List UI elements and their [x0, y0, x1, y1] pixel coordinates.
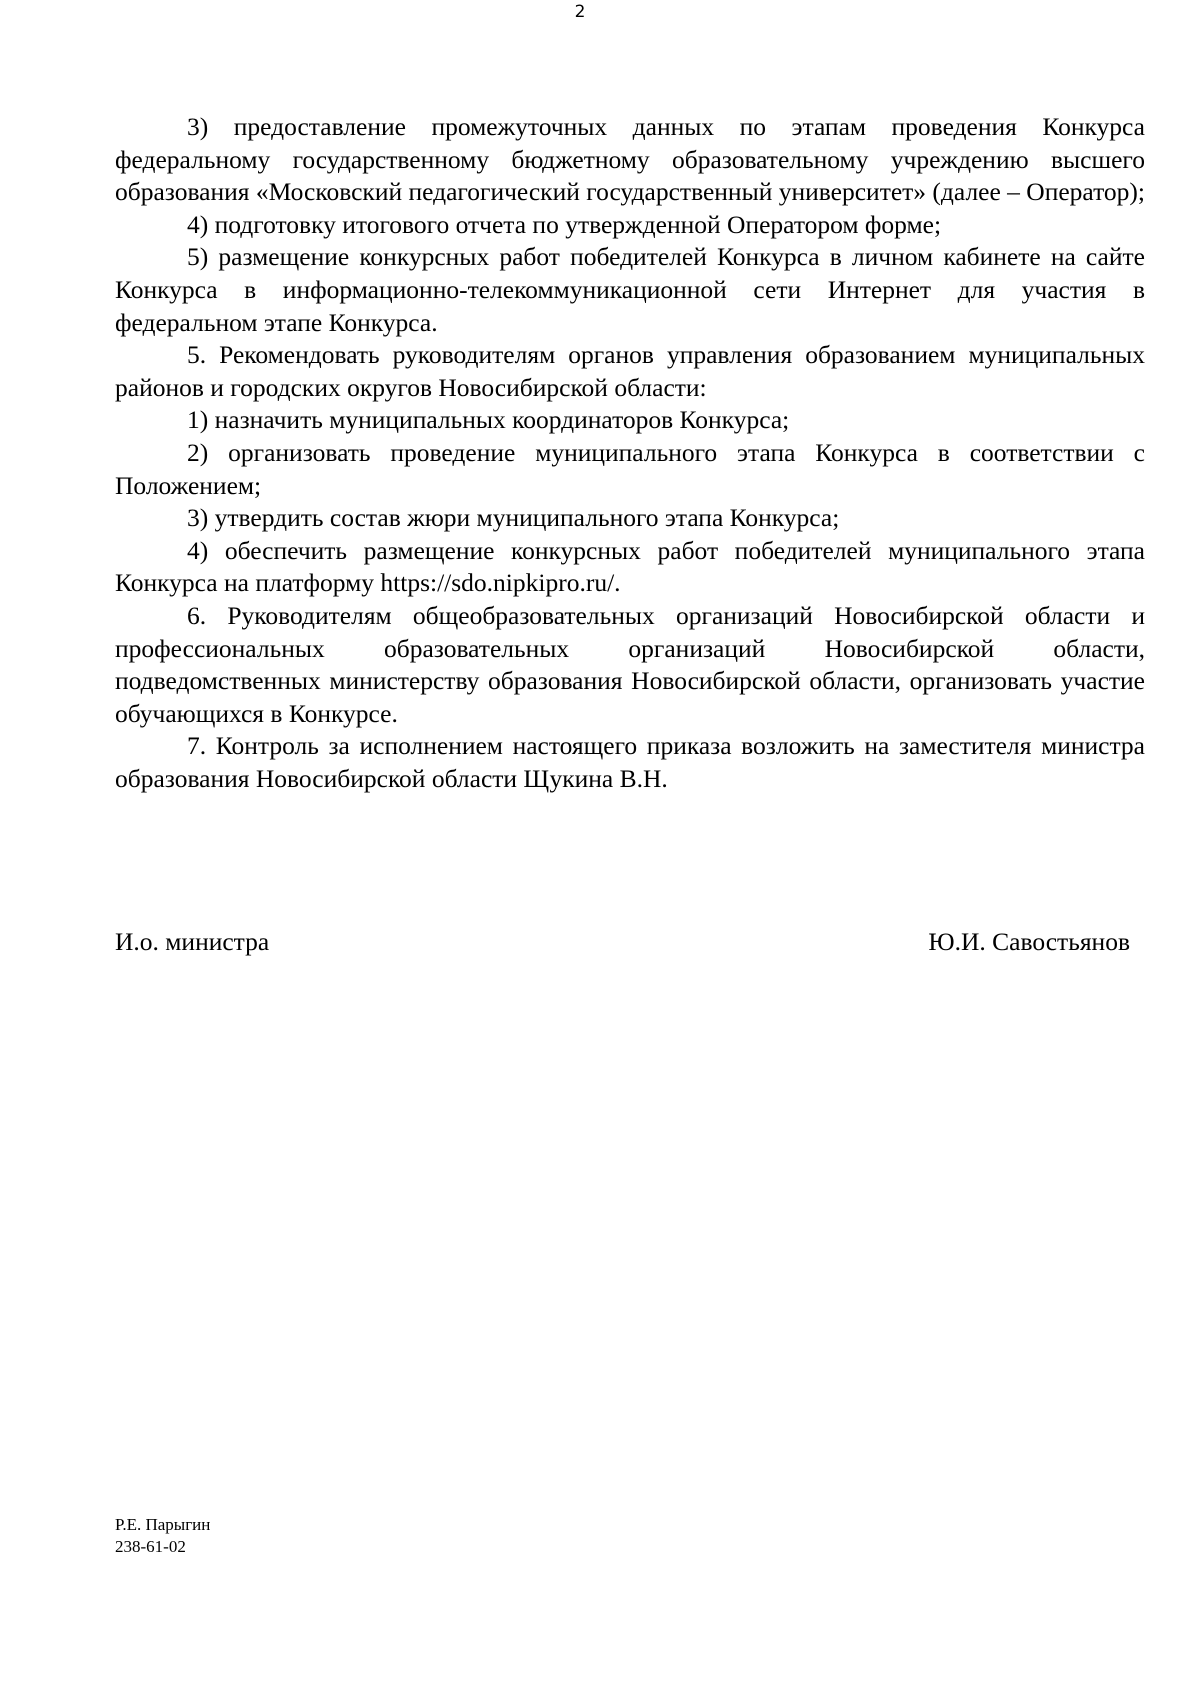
document-body [115, 111, 1145, 795]
paragraph-item-4-report: 4) подготовку итогового отчета по утвержденной Оператором форме; [187, 209, 942, 239]
page-number: 2 [574, 2, 586, 22]
executor-name: Р.Е. Парыгин [115, 1515, 211, 1534]
paragraph-section-5: 5. Рекомендовать руководителям органов управления образованием муниципальных районов и городских округов Новосибирской области: [115, 340, 1145, 402]
paragraph-section-5-item-1: 1) назначить муниципальных координаторов Конкурса; [187, 405, 790, 435]
signatory-position: И.о. министра [115, 927, 270, 956]
paragraph-item-3-operator: 3) предоставление промежуточных данных по этапам проведения Конкурса федеральному государственному бюджетному образовательному учреждению высшего образования «Московский педагогический государственный университет» (далее – Оператор); [115, 112, 1145, 207]
signatory-name: Ю.И. Савостьянов [928, 927, 1130, 956]
signature-block [115, 926, 1130, 958]
paragraph-section-5-item-3: 3) утвердить состав жюри муниципального этапа Конкурса; [187, 503, 840, 533]
paragraph-item-5-placement: 5) размещение конкурсных работ победителей Конкурса в личном кабинете на сайте Конкурса в информационно-телекоммуникационной сети Интернет для участия в федеральном этапе Конкурса. [115, 242, 1145, 337]
paragraph-section-7: 7. Контроль за исполнением настоящего приказа возложить на заместителя министра образования Новосибирской области Щукина В.Н. [115, 731, 1145, 793]
executor-phone: 238-61-02 [115, 1537, 186, 1556]
paragraph-section-5-item-2: 2) организовать проведение муниципального этапа Конкурса в соответствии с Положением; [115, 437, 1145, 500]
paragraph-section-5-item-4: 4) обеспечить размещение конкурсных работ победителей муниципального этапа Конкурса на платформу https://sdo.nipkipro.ru/. [115, 535, 1145, 598]
paragraph-section-6: 6. Руководителям общеобразовательных организаций Новосибирской области и профессиональных образовательных организаций Новосибирской области, подведомственных министерству образования Новосибирской области, организовать участие обучающихся в Конкурсе. [115, 600, 1145, 728]
executor-block [115, 1514, 210, 1558]
